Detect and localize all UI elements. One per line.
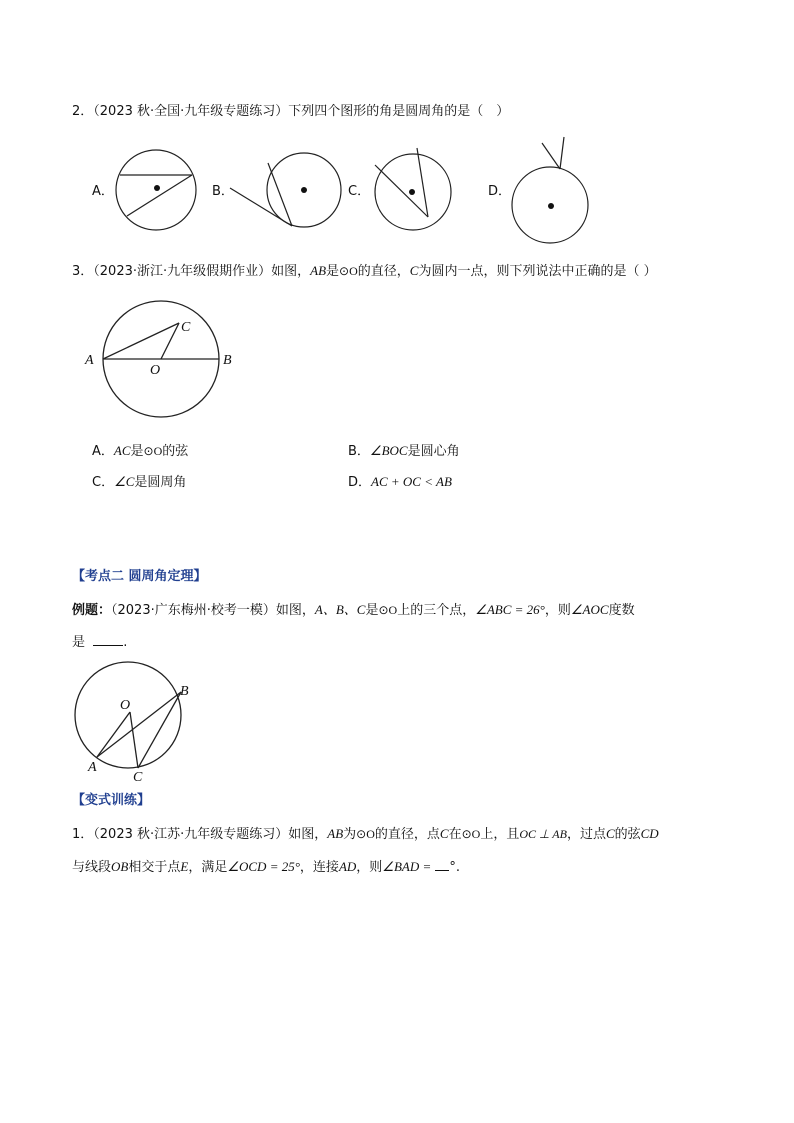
- example-label-b: B: [180, 684, 189, 699]
- example-figure: [70, 664, 210, 784]
- q2-figure-c: [370, 145, 460, 235]
- q3-label-a: A: [85, 353, 94, 368]
- q2-figure-a: [115, 148, 205, 238]
- q3-option-d: D．AC + OC < AB: [348, 474, 452, 490]
- q3-option-a: A．AC是⊙O的弦: [92, 443, 189, 459]
- q2-option-b-label: B．: [212, 184, 234, 199]
- q3-label-c: C: [181, 320, 191, 335]
- variant-answer-blank[interactable]: [435, 858, 449, 871]
- q2-figure-d: [510, 137, 610, 247]
- q2-option-d-label: D．: [488, 184, 512, 199]
- q3-figure: [82, 300, 252, 440]
- section-heading: 【考点二 圆周角定理】: [72, 569, 207, 584]
- answer-blank[interactable]: [93, 633, 123, 646]
- variant-stem: 1．（2023 秋·江苏·九年级专题练习）如图，AB为⊙O的直径，点C在⊙O上，且OC ⊥ AB，过点C的弦CD: [72, 826, 659, 842]
- q3-label-o: O: [150, 363, 161, 378]
- q3-stem: 3．（2023·浙江·九年级假期作业）如图，AB是⊙O的直径，C为圆内一点，则下列说法中正确的是（ ）: [72, 263, 657, 279]
- variant-heading: 【变式训练】: [72, 793, 151, 808]
- example-label-o: O: [120, 698, 131, 713]
- q2-figure-b: [230, 150, 340, 240]
- q2-stem: 2．（2023 秋·全国·九年级专题练习）下列四个图形的角是圆周角的是（ ）: [72, 104, 510, 119]
- q2-option-a-label: A．: [92, 184, 114, 199]
- variant-stem-line2: 与线段OB相交于点E，满足∠OCD = 25°，连接AD，则∠BAD = °.: [72, 859, 461, 875]
- q3-option-c: C．∠C是圆周角: [92, 474, 187, 490]
- q3-label-b: B: [223, 353, 232, 368]
- example-stem: 例题：（2023·广东梅州·校考一模）如图，A、B、C是⊙O上的三个点，∠ABC = 26°，则∠AOC度数: [72, 602, 635, 618]
- example-label-c: C: [133, 770, 143, 785]
- q2-option-c-label: C．: [348, 184, 371, 199]
- example-label-a: A: [88, 760, 97, 775]
- example-stem-line2: 是 .: [72, 635, 128, 650]
- q3-option-b: B．∠BOC是圆心角: [348, 443, 460, 459]
